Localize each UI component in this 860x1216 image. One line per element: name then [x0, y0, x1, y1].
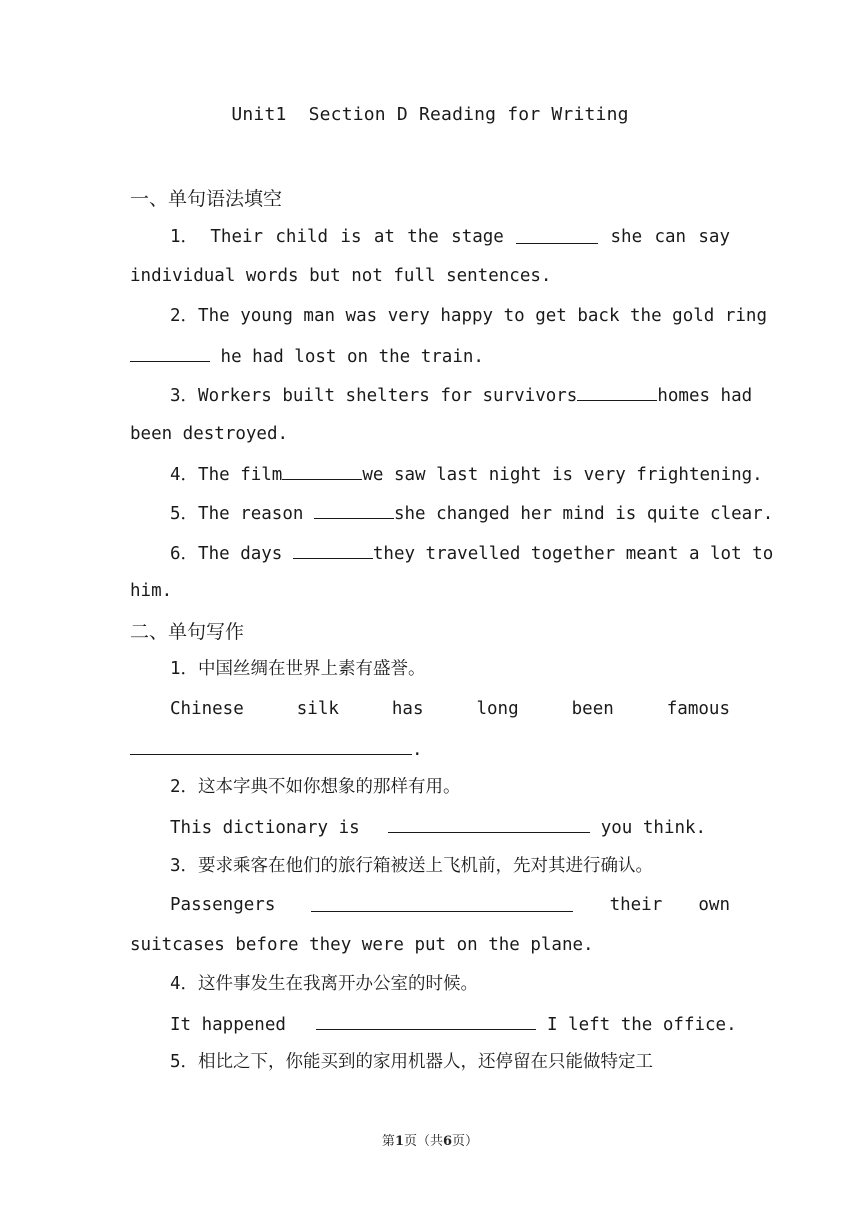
section1-heading: 一、单句语法填空 [130, 188, 283, 210]
footer-suffix: 页） [452, 1134, 479, 1149]
s1-item3-line2: been destroyed. [130, 424, 289, 444]
word: child [275, 227, 329, 247]
footer-page-number: 1 [394, 1134, 404, 1149]
footer-total-pages: 6 [443, 1134, 453, 1149]
answer-blank[interactable] [516, 225, 598, 244]
footer-prefix: 第 [381, 1134, 395, 1149]
s1-item3-text-a: Workers built shelters for survivors [198, 386, 578, 406]
s1-item3-num: 3． [170, 386, 199, 406]
s2-item1-prompt: 中国丝绸在世界上素有盛誉。 [198, 659, 426, 679]
answer-blank[interactable] [577, 382, 657, 401]
s2-item3-cn [170, 854, 730, 878]
s1-item4-text-a: The film [198, 465, 283, 485]
word: at [373, 227, 395, 247]
s2-item5-prompt: 相比之下，你能买到的家用机器人，还停留在只能做特定工 [198, 1052, 654, 1072]
s2-item4-prompt: 这件事发生在我离开办公室的时候。 [198, 974, 479, 994]
answer-blank[interactable] [130, 736, 412, 755]
s1-item6-text-b: they travelled together meant a lot to [372, 544, 774, 564]
answer-blank[interactable] [314, 500, 394, 519]
s1-item1-num: 1． [170, 227, 199, 247]
s2-item2-cn [170, 775, 730, 799]
answer-blank[interactable] [311, 893, 573, 912]
s1-item5-line1 [170, 500, 774, 526]
word: stage [451, 227, 504, 247]
s1-item2-text: The young man was very happy to get back the gold ring [198, 306, 767, 326]
s2-item3-text-a: Passengers [170, 895, 276, 915]
word: can [654, 227, 687, 247]
s2-item1-end: . [412, 740, 423, 760]
answer-blank[interactable] [293, 540, 373, 559]
word: say [698, 227, 730, 247]
page-title: Unit1 Section D Reading for Writing [231, 104, 629, 125]
s1-item6-text-a: The days [198, 544, 293, 564]
s1-item3-text-b: homes had [657, 386, 753, 406]
s1-item5-num: 5． [170, 504, 199, 524]
s2-item1-en [170, 697, 730, 721]
s1-item6-line1 [170, 540, 774, 566]
s1-item4-line1 [170, 461, 763, 487]
word: she [610, 227, 643, 247]
answer-blank[interactable] [388, 814, 590, 833]
s1-item2-line1 [170, 304, 767, 328]
s1-item6-line2: him. [130, 581, 173, 601]
word: is [340, 227, 362, 247]
s2-item3-num: 3． [170, 856, 199, 876]
footer-mid: 页（共 [403, 1134, 443, 1149]
s1-item1-line2: individual words but not full sentences. [130, 266, 552, 286]
s1-item2-line2 [130, 343, 730, 369]
s2-item4-text-b: I left the office. [536, 1015, 737, 1035]
s1-item2-text-b: he had lost on the train. [210, 347, 484, 367]
s2-item2-en [170, 814, 730, 840]
word: Their [210, 227, 264, 247]
s1-item6-num: 6． [170, 544, 199, 564]
page-footer [0, 1130, 860, 1149]
word: long [476, 699, 519, 719]
s2-item2-text-a: This dictionary is [170, 818, 371, 838]
s1-item2-num: 2． [170, 306, 199, 326]
s1-item1-line1 [170, 225, 730, 249]
s1-item5-text-b: she changed her mind is quite clear. [393, 504, 774, 524]
s2-item5-num: 5． [170, 1052, 199, 1072]
word: been [571, 699, 614, 719]
s2-item2-prompt: 这本字典不如你想象的那样有用。 [198, 777, 461, 797]
word: own [698, 895, 730, 915]
s2-item4-num: 4． [170, 974, 199, 994]
word: famous [666, 699, 730, 719]
s1-item4-text-b: we saw last night is very frightening. [362, 465, 763, 485]
s2-item1-en-line2 [130, 736, 730, 762]
answer-blank[interactable] [130, 343, 210, 362]
word: Chinese [170, 699, 244, 719]
s2-item4-text-a: It happened [170, 1015, 297, 1035]
s1-item5-text-a: The reason [198, 504, 314, 524]
word: their [609, 895, 663, 915]
s2-item4-cn [170, 972, 730, 996]
s2-item1-num: 1． [170, 659, 199, 679]
s1-item3-line1 [170, 382, 753, 408]
word: the [407, 227, 439, 247]
s1-item4-num: 4． [170, 465, 199, 485]
s2-item3-prompt: 要求乘客在他们的旅行箱被送上飞机前，先对其进行确认。 [198, 856, 654, 876]
word: has [391, 699, 424, 719]
s2-item5-cn [170, 1050, 730, 1074]
s2-item2-text-b: you think. [590, 818, 707, 838]
word: silk [296, 699, 339, 719]
s2-item1-cn [170, 657, 730, 681]
s2-item3-en [170, 893, 730, 917]
s2-item4-en [170, 1011, 737, 1037]
answer-blank[interactable] [282, 461, 362, 480]
s2-item3-en-line2: suitcases before they were put on the plane. [130, 935, 594, 955]
section2-heading: 二、单句写作 [130, 621, 245, 643]
answer-blank[interactable] [316, 1011, 536, 1030]
s2-item2-num: 2． [170, 777, 199, 797]
